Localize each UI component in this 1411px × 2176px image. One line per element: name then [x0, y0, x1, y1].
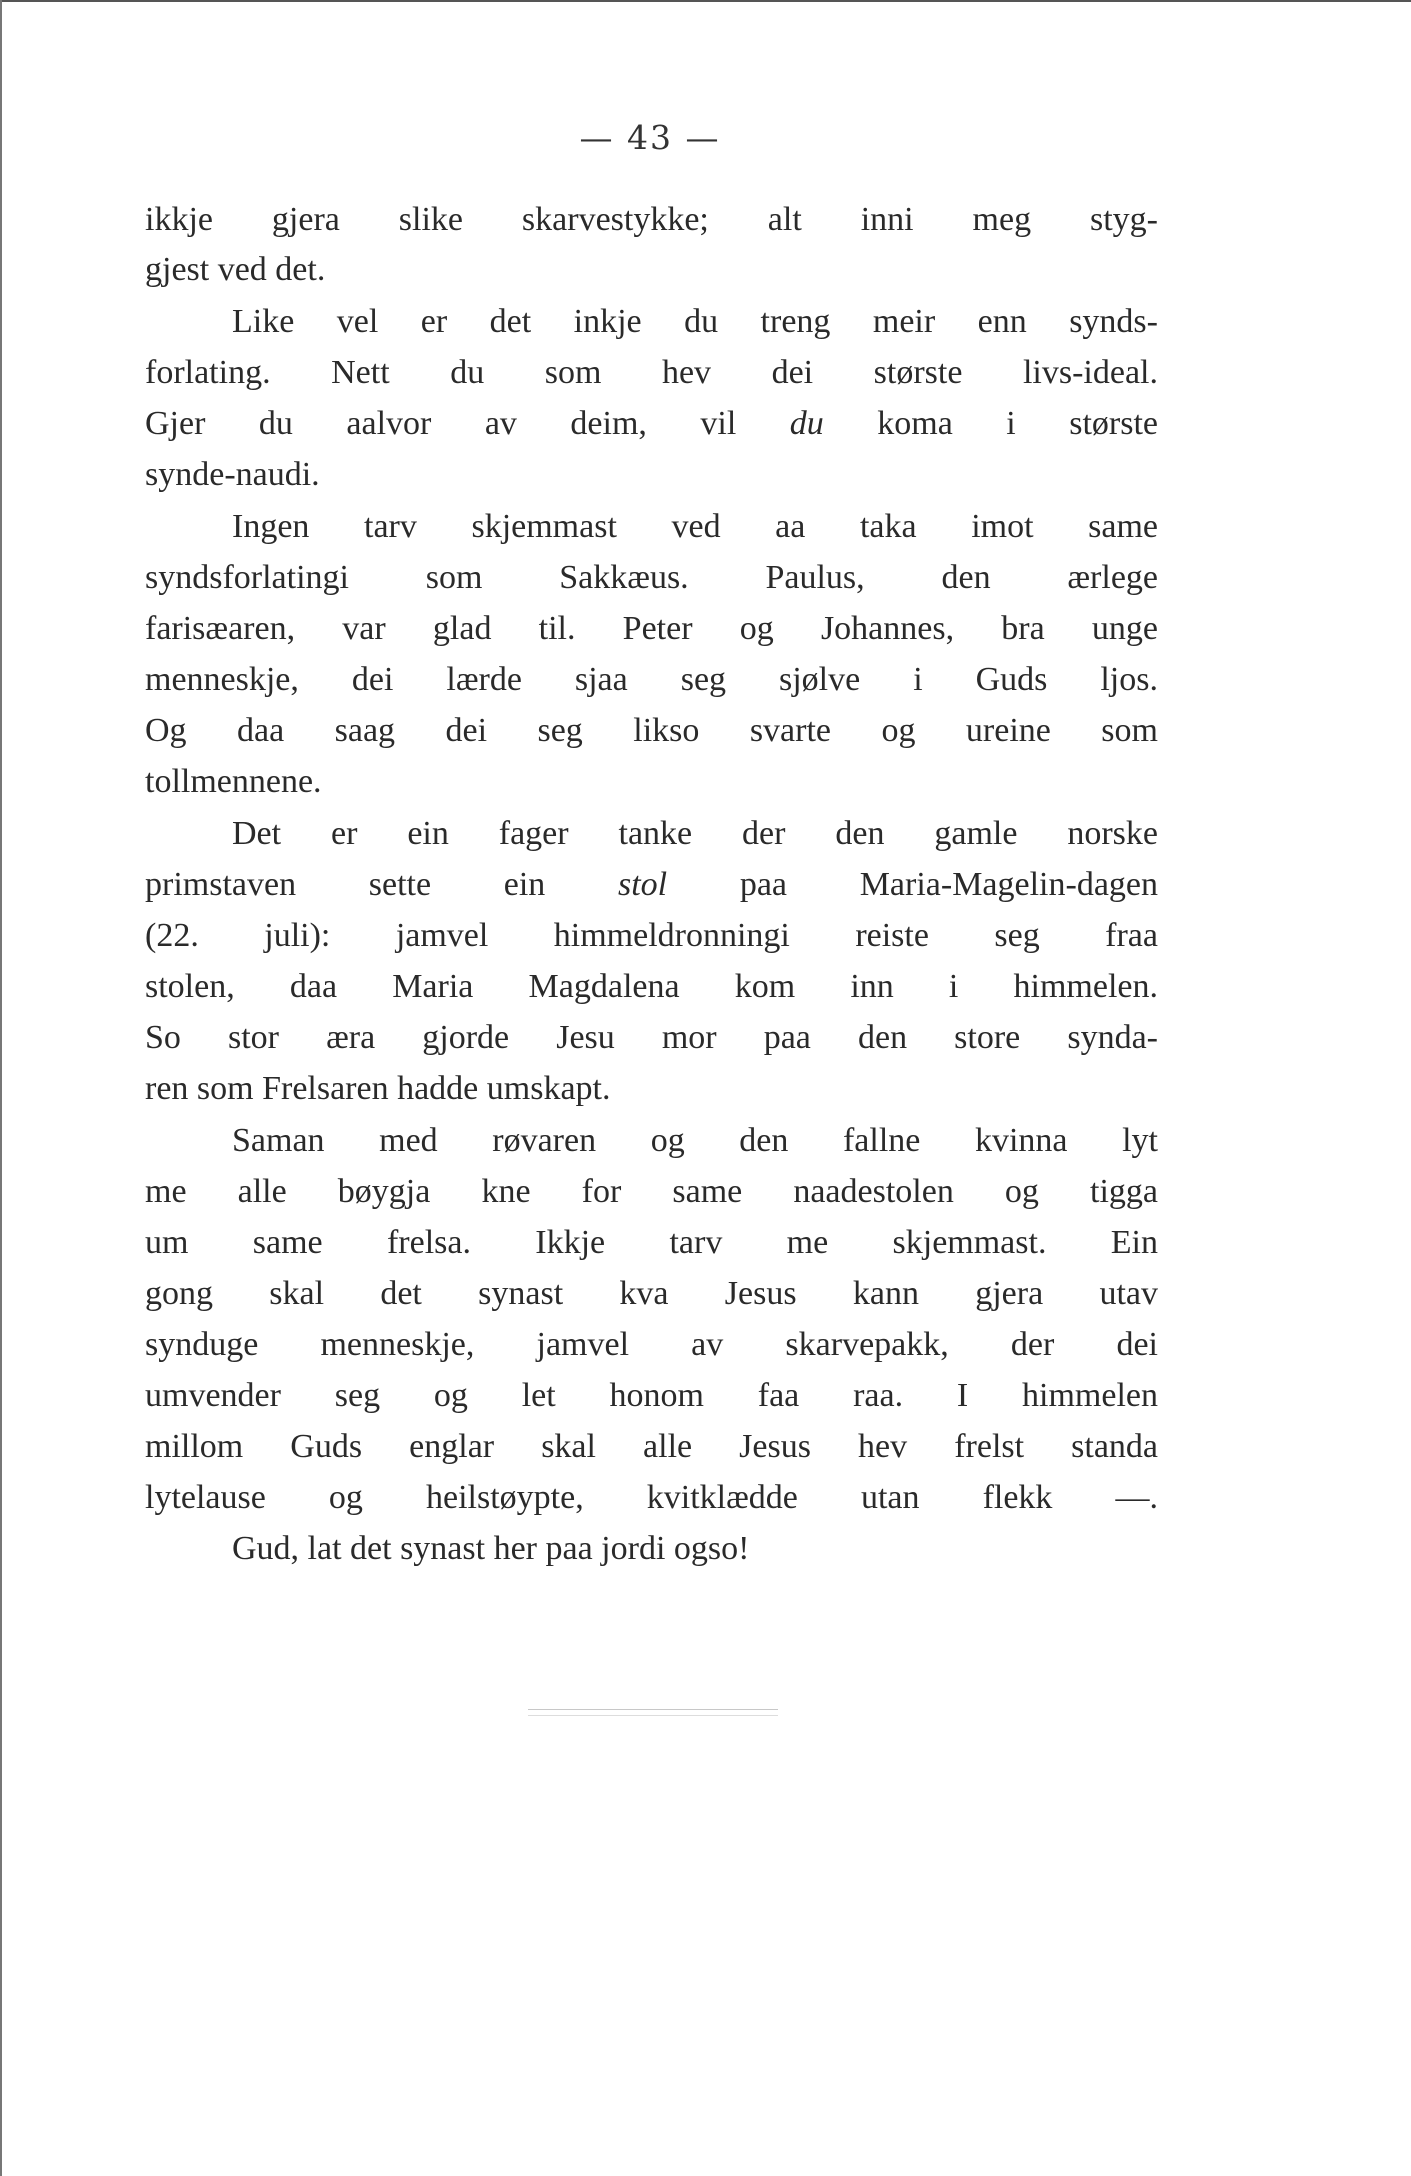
- text-line: Saman med røvaren og den fallne kvinna lyt: [232, 1122, 1158, 1159]
- text-line: syndsforlatingi som Sakkæus. Paulus, den ærlege: [145, 559, 1158, 596]
- text-line: lytelause og heilstøypte, kvitklædde utan flekk —.: [145, 1479, 1158, 1516]
- text-line: stolen, daa Maria Magdalena kom inn i himmelen.: [145, 968, 1158, 1005]
- text-line: tollmennene.: [145, 763, 322, 800]
- text-line: me alle bøygja kne for same naadestolen og tigga: [145, 1173, 1158, 1210]
- text-line: ikkje gjera slike skarvestykke; alt inni meg styg-: [145, 201, 1158, 238]
- text-line: [145, 860, 1158, 910]
- text-line: [145, 399, 1158, 449]
- text-run: koma i største: [823, 405, 1158, 442]
- text-line: forlating. Nett du som hev dei største livs-ideal.: [145, 354, 1158, 391]
- text-line: synde-naudi.: [145, 456, 320, 493]
- text-line: So stor æra gjorde Jesu mor paa den store synda-: [145, 1019, 1158, 1056]
- text-run: primstaven sette ein: [145, 866, 618, 903]
- text-line: synduge menneskje, jamvel av skarvepakk, der dei: [145, 1326, 1158, 1363]
- italic-word: stol: [618, 866, 668, 903]
- text-line: millom Guds englar skal alle Jesus hev frelst standa: [145, 1428, 1158, 1465]
- italic-word: du: [789, 405, 824, 442]
- top-edge-rule: [0, 0, 1411, 2]
- text-line: ren som Frelsaren hadde umskapt.: [145, 1070, 611, 1107]
- text-line: Og daa saag dei seg likso svarte og ureine som: [145, 712, 1158, 749]
- text-run: Gjer du aalvor av deim, vil: [145, 405, 790, 442]
- text-line: Like vel er det inkje du treng meir enn synds-: [232, 303, 1158, 340]
- text-line: (22. juli): jamvel himmeldronningi reiste seg fraa: [145, 917, 1158, 954]
- text-line: Gud, lat det synast her paa jordi ogso!: [232, 1530, 750, 1567]
- text-line: umvender seg og let honom faa raa. I himmelen: [145, 1377, 1158, 1414]
- text-line: um same frelsa. Ikkje tarv me skjemmast. Ein: [145, 1224, 1158, 1261]
- text-line: menneskje, dei lærde sjaa seg sjølve i Guds ljos.: [145, 661, 1158, 698]
- end-rule: [528, 1715, 778, 1716]
- left-edge-rule: [0, 0, 2, 2176]
- page-number: — 43 —: [579, 118, 721, 157]
- text-line: gong skal det synast kva Jesus kann gjera utav: [145, 1275, 1158, 1312]
- text-line: gjest ved det.: [145, 251, 326, 288]
- text-run: paa Maria-Magelin-dagen: [667, 866, 1159, 903]
- text-line: farisæaren, var glad til. Peter og Johannes, bra unge: [145, 610, 1158, 647]
- text-line: Ingen tarv skjemmast ved aa taka imot same: [232, 508, 1158, 545]
- end-rule: [528, 1709, 778, 1710]
- text-line: Det er ein fager tanke der den gamle norske: [232, 815, 1158, 852]
